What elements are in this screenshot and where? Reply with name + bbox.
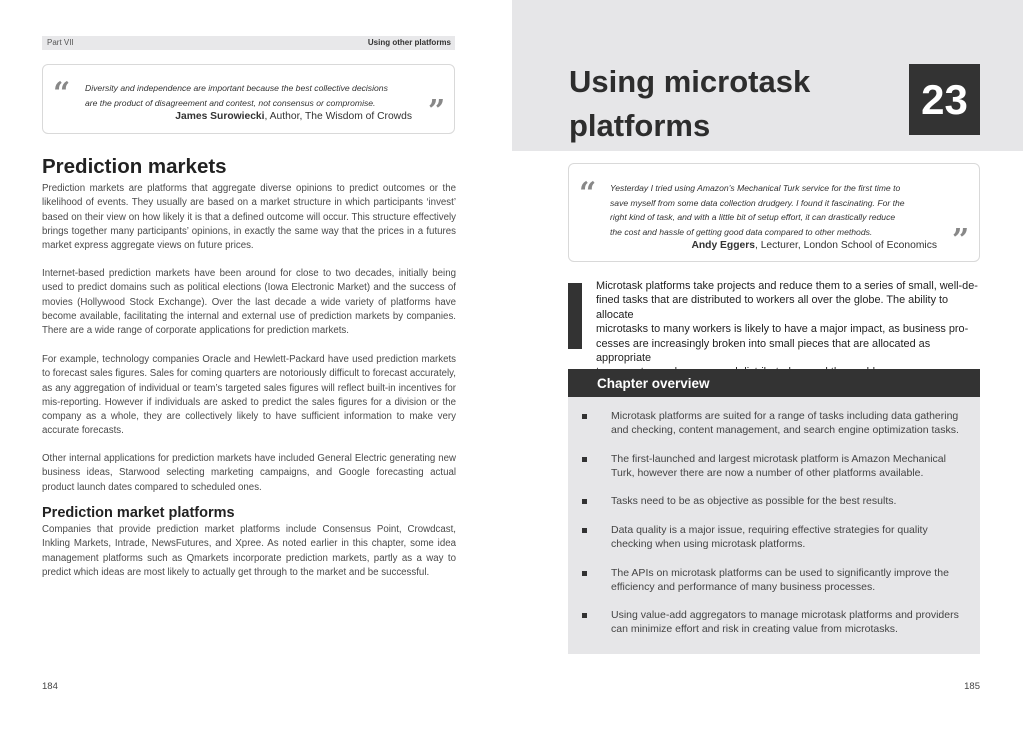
chapter-overview-header [568,369,980,397]
overview-item-text: Tasks need to be as objective as possible for the best results. [611,495,897,507]
body-paragraph: Prediction markets are platforms that aggregate diverse opinions to predict outcomes or the likelihood of events. They usually are based on a market structure in which participants ‘invest’ based on their view on how likely it is that a defined outcome will occur. This structure effectively brings together many participants’ opinions, in exactly the same way that the prices in a futures market express aggregate views on future prices. [42,183,456,252]
open-quote-icon: “ [53,76,71,111]
chapter-title [569,60,889,148]
close-quote-icon: ” [952,223,970,258]
chapter-quote-line: save myself from some data collection drudgery. I found it fascinating. For the [610,197,905,208]
epigraph-line: are the product of disagreement and contest, not consensus or compromise. [85,97,376,108]
close-quote-icon: ” [428,94,446,129]
chapter-number-badge: 23 [909,64,980,135]
running-head [42,36,455,50]
chapter-quote-author: Andy Eggers [691,240,755,251]
overview-item-text: The first-launched and largest microtask platform is Amazon Mechanical Turk, however there are now a number of other platforms available. [611,453,946,480]
chapter-quote-line: right kind of task, and with a little bit of setup effort, it can drastically reduce [610,212,896,222]
bullet-square-icon [582,414,587,419]
bullet-square-icon [582,457,587,462]
chapter-overview-list [568,397,980,654]
overview-item-text: Data quality is a major issue, requiring effective strategies for quality checking when using microtask platforms. [611,524,928,551]
chapter-quote-affiliation: , Lecturer, London School of Economics [754,240,937,251]
right-page [512,0,1023,731]
chapter-intro-line: microtasks to many workers is likely to have a major impact, as business pro- [596,323,969,336]
epigraph-author: James Surowiecki [175,111,265,122]
chapter-intro-line: cesses are increasingly broken into small pieces that are allocated as appropriate [596,337,931,365]
intro-accent-bar [568,283,582,349]
chapter-title-line: Using microtask [569,64,811,99]
epigraph-quote-box [42,64,455,134]
bullet-square-icon [582,499,587,504]
body-paragraph: Internet-based prediction markets have been around for close to two decades, initially being used to predict domains such as political elections (Iowa Electronic Market) and the success of movies (Hollywood Stock Exchange). Over the last decade a wide variety of platforms have become available, facilitating the internal and external use of prediction markets by companies. There are a wide range of corporate applications for prediction markets. [42,268,456,337]
overview-item-text: The APIs on microtask platforms can be used to significantly improve the efficiency and performance of many business processes. [611,567,949,594]
chapter-quote-box [568,163,980,262]
running-head-section: Using other platforms [367,38,451,47]
body-paragraph: Companies that provide prediction market platforms include Consensus Point, Crowdcast, Inkling Markets, Intrade, NewsFutures, and Xpree. As noted earlier in this chapter, some idea management platforms such as Qmarkets incorporate prediction markets, partly as a way to predict which ideas are most likely to actually get through to the market and be successful. [42,524,456,578]
epigraph-affiliation: , Author, The Wisdom of Crowds [264,111,412,122]
chapter-quote-line: Yesterday I tried using Amazon’s Mechanical Turk service for the first time to [610,183,901,193]
overview-item-text: Microtask platforms are suited for a range of tasks including data gathering and checking, content management, and search engine optimization tasks. [611,410,959,437]
chapter-title-line: platforms [569,108,711,143]
open-quote-icon: “ [579,176,597,211]
bullet-square-icon [582,613,587,618]
chapter-intro [596,279,981,380]
chapter-quote-text [610,181,950,239]
body-paragraph: Other internal applications for prediction markets have included General Electric generating new business ideas, Starwood selecting marketing campaigns, and Google forecasting actual product launch dates compared to scheduled ones. [42,453,456,493]
chapter-intro-line: Microtask platforms take projects and reduce them to a series of small, well-de- [596,280,978,292]
subheading-prediction-market-platforms: Prediction market platforms [42,505,235,521]
chapter-quote-attribution [691,240,937,251]
epigraph-line: Diversity and independence are important because the best collective decisions [85,83,388,93]
epigraph-attribution [175,111,412,122]
bullet-square-icon [582,571,587,576]
page-number-right: 185 [964,681,980,692]
page-number-left: 184 [42,681,58,692]
chapter-overview-title: Chapter overview [597,376,710,391]
chapter-quote-line: the cost and hassle of getting good data compared to other methods. [610,226,873,237]
overview-item-text: Using value-add aggregators to manage microtask platforms and providers can minimize effort and risk in creating value from microtasks. [611,609,959,636]
running-head-part: Part VII [47,38,74,47]
bullet-square-icon [582,528,587,533]
section-heading-prediction-markets: Prediction markets [42,155,227,178]
chapter-intro-line: fined tasks that are distributed to workers all over the globe. The ability to allocate [596,294,949,321]
epigraph-text [85,81,425,110]
body-paragraph: For example, technology companies Oracle and Hewlett-Packard have used prediction markets to forecast sales figures. Sales for coming quarters are notoriously difficult to forecast accurately, as any aggregation of individual or team’s targeted sales figures will reflect built-in incentives for mis-reporting. However if individuals are asked to predict the sales figures for a division or the company as a whole, they are collectively likely to have sufficient information to make very accurate forecasts. [42,354,456,437]
